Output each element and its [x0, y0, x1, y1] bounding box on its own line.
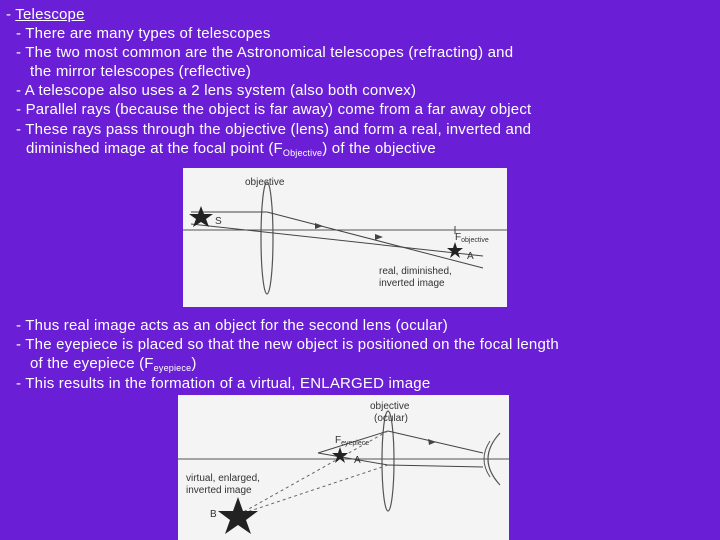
objective-label: objective — [245, 177, 285, 188]
text-line-7-sub: Objective — [282, 148, 323, 158]
heading-dash: - — [6, 6, 16, 23]
e-ray-arrow — [428, 439, 436, 445]
text-line-8: - Thus real image acts as an object for the second lens (ocular) — [16, 317, 448, 334]
text-line-3: the mirror telescopes (reflective) — [30, 63, 252, 80]
text-line-10-pre: of the eyepiece (F — [30, 355, 154, 372]
f-label-sub: objective — [461, 237, 489, 244]
e-f-label-main: F — [335, 435, 342, 446]
star-b-icon — [218, 497, 258, 534]
eyepiece-diagram — [178, 395, 509, 540]
s-label: S — [215, 216, 222, 227]
real-label-2: inverted image — [379, 278, 445, 289]
b-label: B — [210, 509, 217, 520]
f-label — [455, 232, 489, 244]
e-ray-2-out — [388, 465, 483, 467]
star-a-icon — [447, 242, 463, 258]
eyepiece-objective-label: objective — [370, 401, 410, 412]
eyepiece-diagram-svg — [178, 395, 509, 540]
e-f-label-sub: eyepiece — [341, 440, 370, 447]
ocular-lens — [382, 411, 394, 511]
ray-arrow-1 — [315, 223, 323, 229]
text-line-7-post: ) of the objective — [322, 140, 436, 157]
text-line-7-pre: diminished image at the focal point (F — [26, 140, 283, 157]
ray-arrow-2 — [375, 234, 383, 240]
text-line-10-sub: eyepiece — [153, 363, 192, 373]
a-label: A — [467, 251, 474, 262]
text-line-2: - The two most common are the Astronomical telescopes (refracting) and — [16, 44, 514, 61]
f-label-main: F — [455, 232, 462, 243]
objective-lens — [261, 182, 273, 294]
objective-diagram-svg — [183, 168, 507, 307]
e-a-label: A — [354, 455, 361, 466]
objective-diagram — [183, 168, 507, 307]
text-line-1: - There are many types of telescopes — [16, 25, 271, 42]
ray-2 — [191, 224, 483, 256]
text-line-9: - The eyepiece is placed so that the new object is positioned on the focal length — [16, 336, 559, 353]
text-line-10-post: ) — [191, 355, 197, 372]
heading-line — [6, 5, 85, 24]
text-line-6: - These rays pass through the objective (lens) and form a real, inverted and — [16, 121, 532, 138]
heading-telescope: Telescope — [15, 6, 85, 23]
virtual-label-1: virtual, enlarged, — [186, 473, 260, 484]
text-line-4: - A telescope also uses a 2 lens system (also both convex) — [16, 82, 417, 99]
e-f-label — [335, 435, 369, 447]
text-line-5: - Parallel rays (because the object is far away) come from a far away object — [16, 101, 532, 118]
virtual-label-2: inverted image — [186, 485, 252, 496]
text-line-7 — [26, 139, 436, 163]
text-line-11: - This results in the formation of a virtual, ENLARGED image — [16, 375, 431, 392]
real-label-1: real, diminished, — [379, 266, 452, 277]
ocular-label: (ocular) — [374, 413, 408, 424]
